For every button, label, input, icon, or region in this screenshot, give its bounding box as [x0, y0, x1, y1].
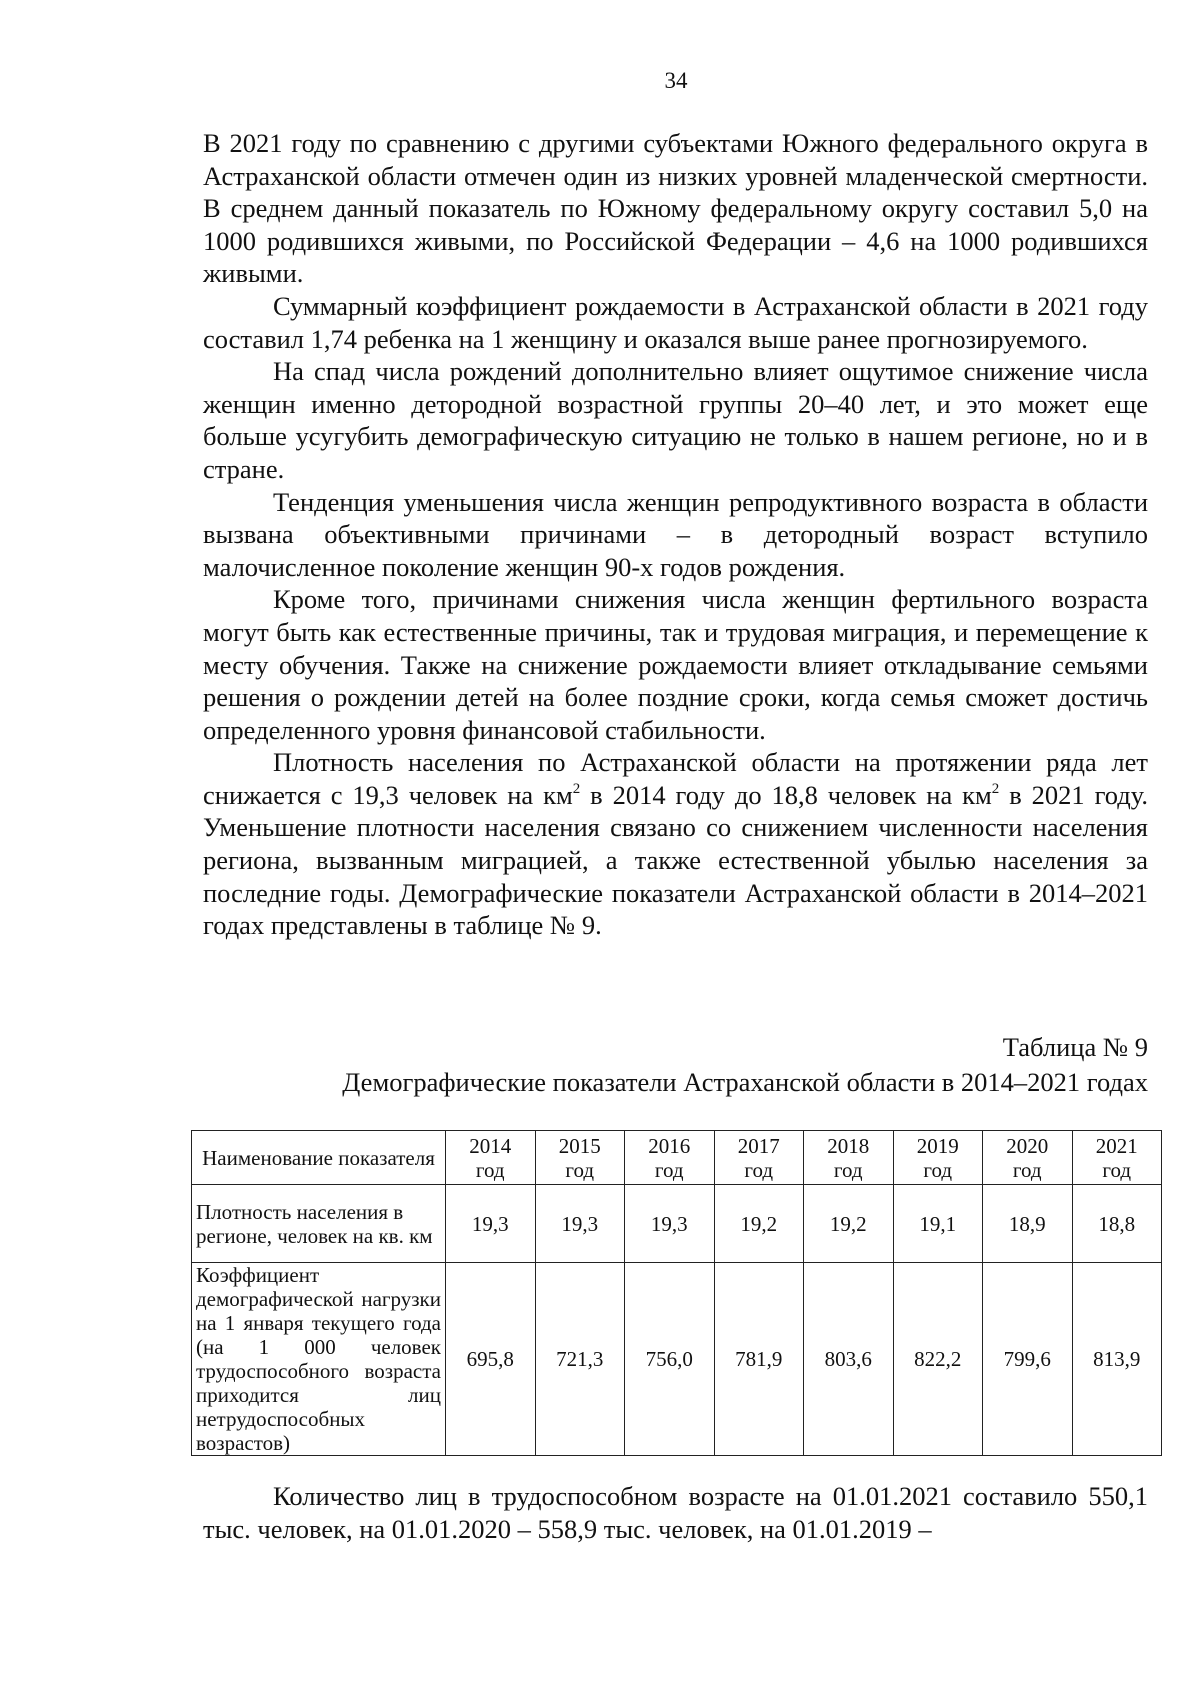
- year-unit: год: [475, 1157, 505, 1182]
- year-label: 2018: [827, 1133, 870, 1158]
- page-number: 34: [664, 68, 688, 93]
- table-cell: 19,3: [446, 1185, 536, 1263]
- table-cell: 799,6: [983, 1263, 1073, 1456]
- header-indicator: Наименование показателя: [192, 1131, 446, 1185]
- table-cell: 18,8: [1072, 1185, 1162, 1263]
- demographics-table: [191, 1130, 1162, 1456]
- table-cell: 19,2: [714, 1185, 804, 1263]
- year-unit: год: [833, 1157, 863, 1182]
- header-year: [446, 1131, 536, 1185]
- table-cell: 721,3: [535, 1263, 625, 1456]
- table-cell: 756,0: [625, 1263, 715, 1456]
- table-cell: 19,3: [535, 1185, 625, 1263]
- year-unit: год: [744, 1157, 774, 1182]
- year-label: 2021: [1095, 1133, 1138, 1158]
- year-unit: год: [654, 1157, 684, 1182]
- year-label: 2020: [1006, 1133, 1049, 1158]
- main-text: [203, 127, 1148, 942]
- year-label: 2017: [737, 1133, 780, 1158]
- table-cell: 19,2: [804, 1185, 894, 1263]
- paragraph: Тенденция уменьшения числа женщин репродуктивного возраста в области вызвана объективными причинами – в детородный возраст вступило малочисленное поколение женщин 90-х годов рождения.: [203, 486, 1148, 582]
- density-text-part: в 2021 году. Уменьшение плотности населения связано со снижением численности населения региона, вызванным миграцией, а также естественной убылью населения за последние годы. Демографические показатели Астраханской области в 2014–2021 годах представлены в таблице № 9.: [203, 779, 1148, 941]
- table-cell: 813,9: [1072, 1263, 1162, 1456]
- paragraph: Кроме того, причинами снижения числа женщин фертильного возраста могут быть как естественные причины, так и трудовая миграция, и перемещение к месту обучения. Также на снижение рождаемости влияет откладывание семьями решения о рождении детей на более поздние сроки, когда семья сможет достичь определенного уровня финансовой стабильности.: [203, 584, 1148, 745]
- row-label: Коэффициент демографической нагрузки на 1 января текущего года (на 1 000 человек трудоспособного возраста приходится лиц нетрудоспособных возрастов): [192, 1263, 446, 1456]
- superscript: 2: [991, 781, 1000, 798]
- year-unit: год: [565, 1157, 595, 1182]
- table-row: [192, 1263, 1162, 1456]
- paragraph: Суммарный коэффициент рождаемости в Астраханской области в 2021 году составил 1,74 ребенка на 1 женщину и оказался выше ранее прогнозируемого.: [203, 290, 1148, 354]
- header-year: [983, 1131, 1073, 1185]
- table-cell: 18,9: [983, 1185, 1073, 1263]
- density-text-part: Плотность населения по Астраханской области на протяжении ряда лет снижается с 19,3 человек на км: [203, 747, 1148, 810]
- table-cell: 822,2: [893, 1263, 983, 1456]
- density-text-part: в 2014 году до 18,8 человек на км: [580, 779, 992, 810]
- table-cell: 781,9: [714, 1263, 804, 1456]
- table-cell: 19,3: [625, 1185, 715, 1263]
- year-label: 2014: [469, 1133, 512, 1158]
- header-year: [625, 1131, 715, 1185]
- paragraph: В 2021 году по сравнению с другими субъектами Южного федерального округа в Астраханской области отмечен один из низких уровней младенческой смертности. В среднем данный показатель по Южному федеральному округу составил 5,0 на 1000 родившихся живыми, по Российской Федерации – 4,6 на 1000 родившихся живыми.: [203, 128, 1148, 289]
- table-cell: 19,1: [893, 1185, 983, 1263]
- table-title: Демографические показатели Астраханской области в 2014–2021 годах: [342, 1067, 1148, 1097]
- table-row: [192, 1185, 1162, 1263]
- header-year: [804, 1131, 894, 1185]
- year-label: 2016: [648, 1133, 691, 1158]
- header-year: [714, 1131, 804, 1185]
- year-unit: год: [923, 1157, 953, 1182]
- superscript: 2: [572, 781, 581, 798]
- header-year: [535, 1131, 625, 1185]
- paragraph: На спад числа рождений дополнительно влияет ощутимое снижение числа женщин именно детородной возрастной группы 20–40 лет, и это может еще больше усугубить демографическую ситуацию не только в нашем регионе, но и в стране.: [203, 356, 1148, 484]
- year-label: 2019: [916, 1133, 959, 1158]
- year-unit: год: [1012, 1157, 1042, 1182]
- year-unit: год: [1102, 1157, 1132, 1182]
- year-label: 2015: [558, 1133, 601, 1158]
- paragraph: Количество лиц в трудоспособном возрасте на 01.01.2021 составило 550,1 тыс. человек, на 01.01.2020 – 558,9 тыс. человек, на 01.01.2019 –: [203, 1481, 1148, 1544]
- header-year: [1072, 1131, 1162, 1185]
- header-year: [893, 1131, 983, 1185]
- row-label: Плотность населения в регионе, человек на кв. км: [192, 1185, 446, 1263]
- table-caption: Таблица № 9: [1002, 1032, 1148, 1062]
- bottom-text: [203, 1480, 1148, 1545]
- table-cell: 803,6: [804, 1263, 894, 1456]
- density-paragraph: [203, 746, 1148, 942]
- table-cell: 695,8: [446, 1263, 536, 1456]
- table-header-row: [192, 1131, 1162, 1185]
